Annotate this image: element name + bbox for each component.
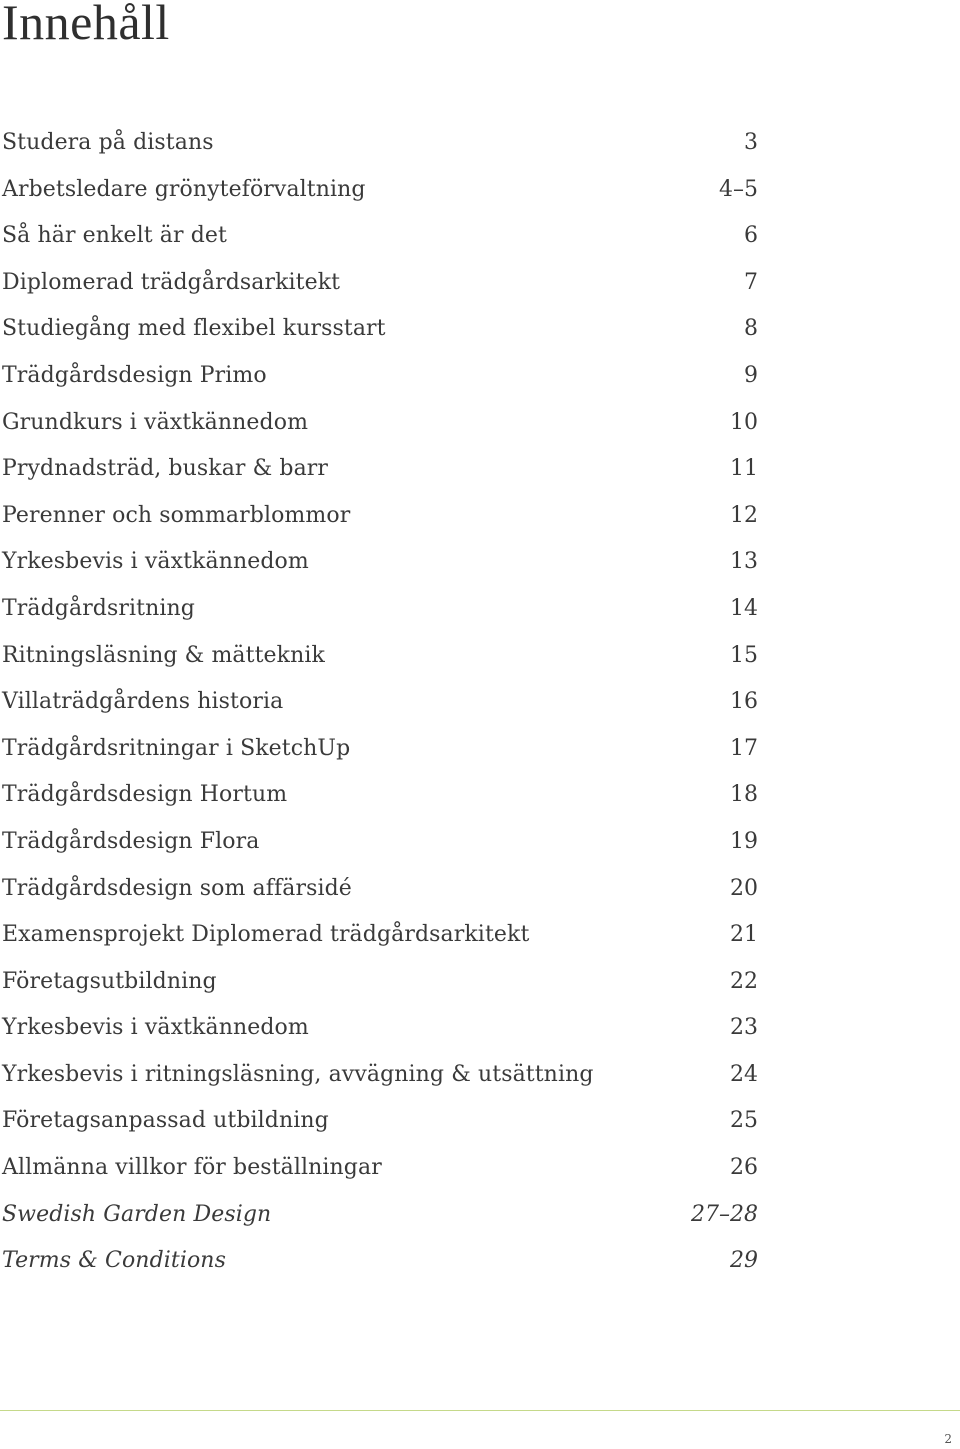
toc-entry-label: Företagsanpassad utbildning [2, 1108, 329, 1134]
toc-entry-label: Examensprojekt Diplomerad trädgårdsarkitekt [2, 922, 530, 948]
toc-entry [2, 493, 758, 540]
toc-entry-page: 27–28 [691, 1201, 758, 1227]
toc-entry-page: 17 [730, 735, 758, 761]
toc-entry-label: Grundkurs i växtkännedom [2, 409, 309, 435]
toc-entry-label: Så här enkelt är det [2, 223, 227, 249]
toc-entry-label: Swedish Garden Design [2, 1201, 272, 1227]
toc-entry-label: Ritningsläsning & mätteknik [2, 642, 325, 668]
toc-entry-page: 3 [744, 130, 758, 155]
toc-entry [2, 866, 758, 913]
page-number: 2 [944, 1432, 952, 1446]
toc-entry [2, 1005, 758, 1052]
toc-entry-page: 25 [730, 1108, 758, 1134]
toc-entry-page: 8 [744, 316, 758, 342]
toc-entry-label: Yrkesbevis i växtkännedom [2, 1015, 309, 1041]
toc-entry [2, 819, 758, 866]
toc-entry [2, 260, 758, 307]
toc-entry-label: Studera på distans [2, 130, 214, 155]
toc-entry-page: 18 [730, 782, 758, 808]
toc-entry-page: 16 [730, 689, 758, 715]
toc-entry [2, 353, 758, 400]
toc-entry [2, 959, 758, 1006]
toc-entry [2, 539, 758, 586]
footer-rule [0, 1410, 960, 1411]
toc-entry-page: 7 [744, 269, 758, 295]
toc-entry-page: 29 [730, 1248, 758, 1274]
toc-entry-page: 26 [730, 1155, 758, 1181]
toc-entry-page: 19 [730, 828, 758, 854]
toc-entry-label: Diplomerad trädgårdsarkitekt [2, 269, 341, 295]
toc-entry-label: Trädgårdsritning [2, 595, 195, 621]
toc-entry [2, 400, 758, 447]
toc-entry [2, 1052, 758, 1099]
toc-entry [2, 772, 758, 819]
toc-entry [2, 1238, 758, 1285]
table-of-contents [2, 120, 758, 1285]
toc-entry-page: 23 [730, 1015, 758, 1041]
page-title: Innehåll [2, 0, 170, 50]
toc-entry-page: 11 [730, 456, 758, 482]
toc-entry-page: 22 [730, 968, 758, 994]
toc-entry-page: 15 [730, 642, 758, 668]
toc-entry [2, 120, 758, 167]
toc-entry [2, 633, 758, 680]
toc-entry-page: 9 [744, 362, 758, 388]
toc-entry-label: Studiegång med flexibel kursstart [2, 316, 386, 342]
toc-entry-label: Terms & Conditions [2, 1248, 226, 1274]
toc-entry-label: Arbetsledare grönyteförvaltning [2, 176, 366, 202]
toc-entry [2, 167, 758, 214]
toc-entry-page: 12 [730, 502, 758, 528]
toc-entry-label: Trädgårdsritningar i SketchUp [2, 735, 351, 761]
toc-entry [2, 912, 758, 959]
toc-entry-page: 10 [730, 409, 758, 435]
toc-entry-label: Yrkesbevis i växtkännedom [2, 549, 309, 575]
toc-entry [2, 679, 758, 726]
toc-entry [2, 586, 758, 633]
toc-entry-page: 4–5 [719, 176, 758, 202]
toc-entry [2, 726, 758, 773]
toc-entry [2, 446, 758, 493]
toc-entry [2, 306, 758, 353]
toc-entry-label: Prydnadsträd, buskar & barr [2, 456, 329, 482]
toc-entry-label: Trädgårdsdesign som affärsidé [2, 875, 352, 901]
toc-entry-label: Perenner och sommarblommor [2, 502, 351, 528]
toc-entry-page: 24 [730, 1061, 758, 1087]
toc-entry-label: Trädgårdsdesign Hortum [2, 782, 288, 808]
toc-entry [2, 1098, 758, 1145]
toc-entry-page: 21 [730, 922, 758, 948]
toc-entry-label: Yrkesbevis i ritningsläsning, avvägning & utsättning [2, 1061, 594, 1087]
toc-entry-page: 6 [744, 223, 758, 249]
toc-entry-label: Företagsutbildning [2, 968, 217, 994]
toc-entry-page: 20 [730, 875, 758, 901]
toc-entry-label: Allmänna villkor för beställningar [2, 1155, 382, 1181]
toc-entry [2, 213, 758, 260]
toc-entry-page: 13 [730, 549, 758, 575]
toc-entry [2, 1145, 758, 1192]
toc-entry-label: Villaträdgårdens historia [2, 689, 284, 715]
toc-entry-page: 14 [730, 595, 758, 621]
toc-entry-label: Trädgårdsdesign Primo [2, 362, 267, 388]
toc-entry-label: Trädgårdsdesign Flora [2, 828, 260, 854]
toc-entry [2, 1192, 758, 1239]
